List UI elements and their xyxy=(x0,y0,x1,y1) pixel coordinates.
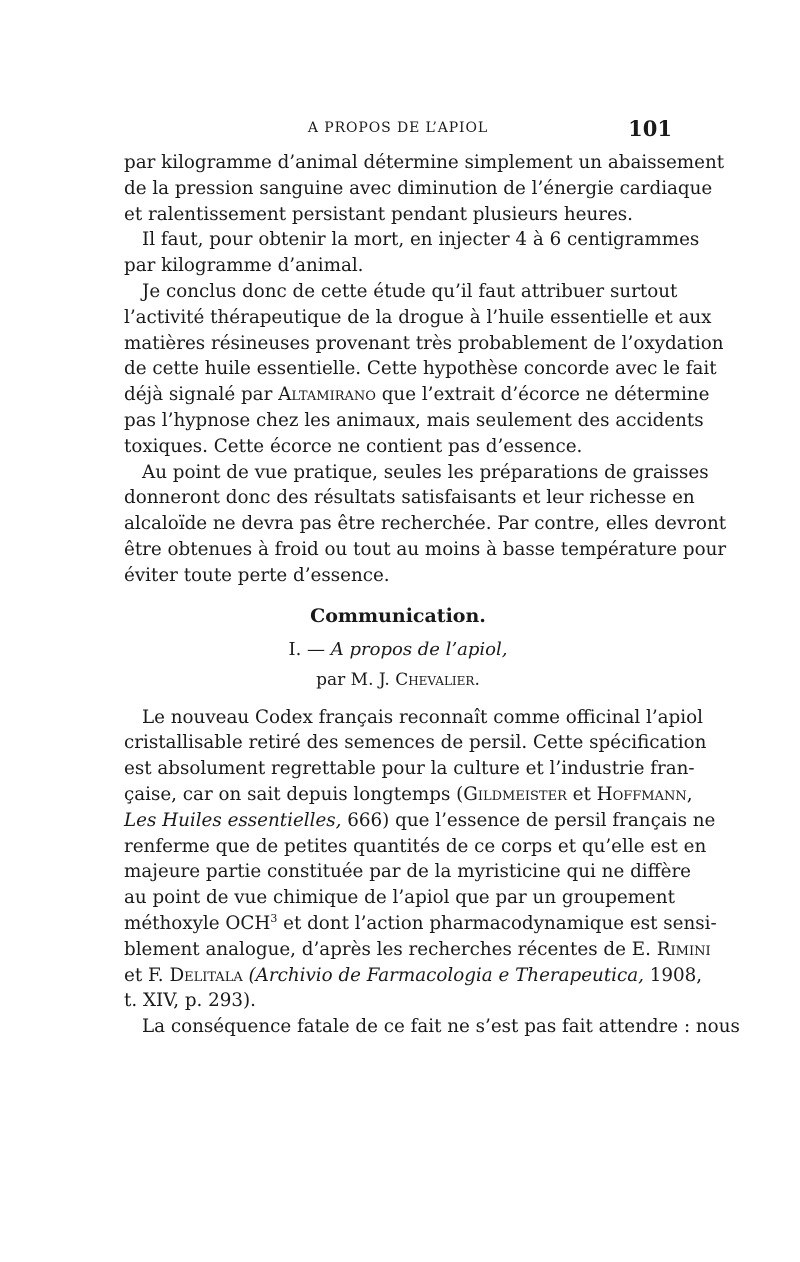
text-line: au point de vue chimique de l’apiol que par un groupement xyxy=(124,887,675,909)
text-line: méthoxyle OCH$^3$ et dont l’action pharmacodynamique est sensi- xyxy=(124,911,717,934)
author-name: Gildmeister xyxy=(463,783,567,805)
text-line: Le nouveau Codex français reconnaît comme officinal l’apiol xyxy=(142,706,703,728)
author-name: Delitala xyxy=(169,964,243,986)
book-title: Les Huiles essentielles, xyxy=(124,809,342,831)
text-line: Il faut, pour obtenir la mort, en injecter 4 à 6 centigrammes xyxy=(142,229,700,251)
text-line: pas l’hypnose chez les animaux, mais seulement des accidents xyxy=(124,409,704,431)
text-line: blement analogue, d’après les recherches récentes de E. Rimini xyxy=(124,938,711,960)
text-line: toxiques. Cette écorce ne contient pas d’essence. xyxy=(124,435,583,457)
text-line: par kilogramme d’animal. xyxy=(124,255,364,277)
text-line: matières résineuses provenant très probablement de l’oxydation xyxy=(124,332,724,354)
text-line: de la pression sanguine avec diminution de l’énergie cardiaque xyxy=(124,177,713,199)
text-line: par kilogramme d’animal détermine simplement un abaissement xyxy=(124,152,725,173)
text-line: donneront donc des résultats satisfaisants et leur richesse en xyxy=(124,487,695,509)
author-name: Altamirano xyxy=(278,384,376,406)
text-line: déjà signalé par Altamirano que l’extrait d’écorce ne détermine xyxy=(124,384,710,406)
paragraph-2 xyxy=(124,227,700,279)
author-name: Hoffmann, xyxy=(596,783,693,805)
text-line: éviter toute perte d’essence. xyxy=(124,564,390,586)
text-line: Je conclus donc de cette étude qu’il faut attribuer surtout xyxy=(142,280,678,302)
section-title: Communication. xyxy=(310,604,486,627)
text-line: et ralentissement persistant pendant plusieurs heures. xyxy=(124,203,633,225)
text-line: et F. Delitala (Archivio de Farmacologia e Therapeutica, 1908, xyxy=(124,964,703,986)
text-line: La conséquence fatale de ce fait ne s’est pas fait attendre : nous xyxy=(142,1016,740,1038)
author-name: Rimini xyxy=(656,938,711,960)
page-body xyxy=(124,150,740,1040)
text-line: majeure partie constituée par de la myristicine qui ne diffère xyxy=(124,861,691,883)
communication-author: par M. J. Chevalier. xyxy=(316,669,480,690)
paragraph-1 xyxy=(124,150,725,227)
text-line: renferme que de petites quantités de ce corps et qu’elle est en xyxy=(124,835,707,857)
running-title: A PROPOS DE L’APIOL xyxy=(307,120,489,136)
communication-title: I. — A propos de l’apiol, xyxy=(288,638,508,660)
text-line: t. XIV, p. 293). xyxy=(124,990,256,1012)
text-line: de cette huile essentielle. Cette hypothèse concorde avec le fait xyxy=(124,358,717,380)
text-line: Les Huiles essentielles, 666) que l’essence de persil français ne xyxy=(124,809,716,831)
text-line: est absolument regrettable pour la culture et l’industrie fran- xyxy=(124,758,695,780)
text-line: alcaloïde ne devra pas être recherchée. Par contre, elles devront xyxy=(124,513,727,535)
paragraph-5 xyxy=(124,705,740,1040)
text-line: être obtenues à froid ou tout au moins à basse température pour xyxy=(124,538,727,560)
text-line: çaise, car on sait depuis longtemps (Gildmeister et Hoffmann, xyxy=(124,783,693,805)
page-header xyxy=(124,118,672,142)
text-line: Au point de vue pratique, seules les préparations de graisses xyxy=(142,461,709,483)
text-line: l’activité thérapeutique de la drogue à l’huile essentielle et aux xyxy=(124,306,712,328)
page-number: 101 xyxy=(628,116,672,141)
paragraph-4 xyxy=(124,460,727,589)
text-line: cristallisable retiré des semences de persil. Cette spécification xyxy=(124,732,707,754)
paragraph-3 xyxy=(124,279,724,460)
journal-title: (Archivio de Farmacologia e Therapeutica, xyxy=(248,964,644,986)
